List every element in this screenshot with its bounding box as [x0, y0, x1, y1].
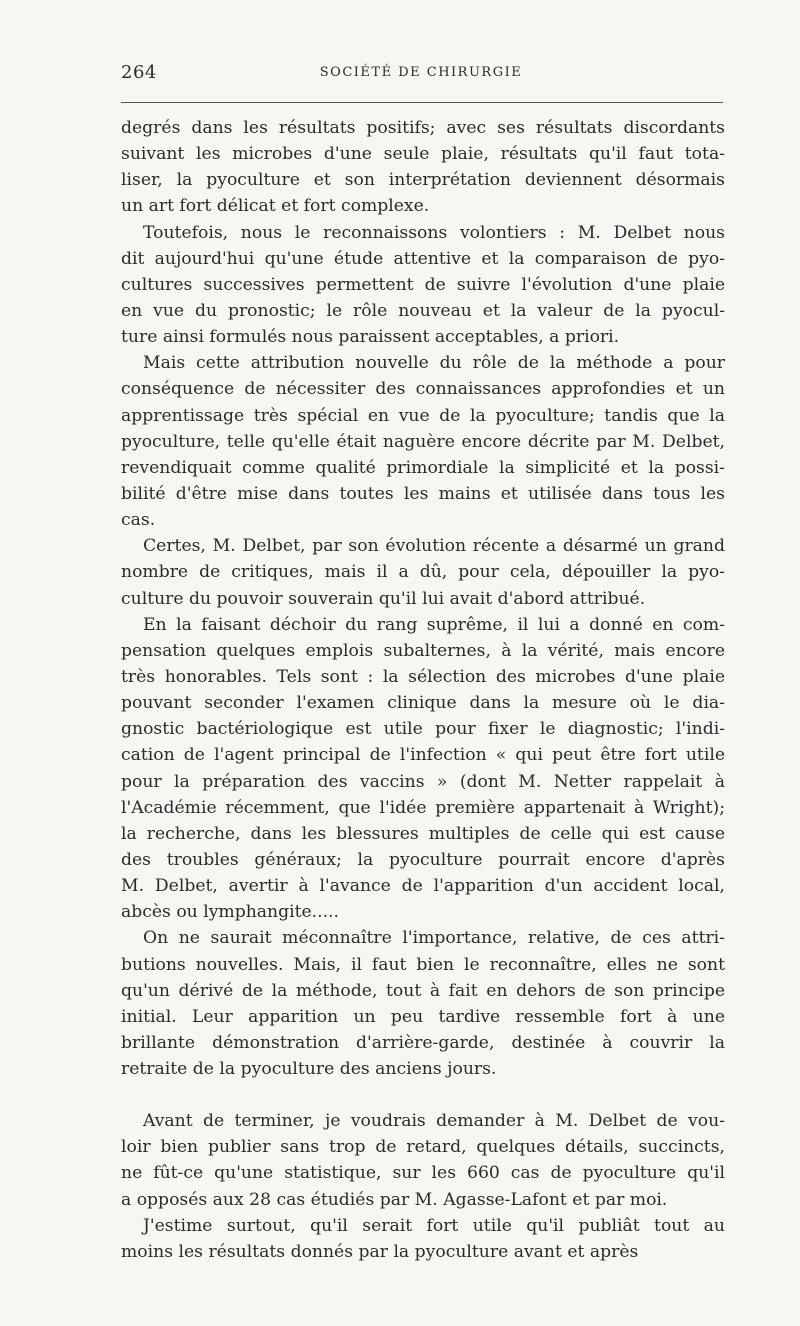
text-line: culture du pouvoir souverain qu'il lui avait d'abord attribué.	[121, 588, 646, 609]
text-line: M. Delbet, avertir à l'avance de l'apparition d'un accident local,	[121, 876, 725, 897]
text-line: bilité d'être mise dans toutes les mains et utilisée dans tous les	[121, 483, 725, 504]
text-line: On ne saurait méconnaître l'importance, relative, de ces attri-	[143, 928, 725, 949]
text-line: nombre de critiques, mais il a dû, pour cela, dépouiller la pyo-	[121, 562, 725, 583]
text-line: Toutefois, nous le reconnaissons volontiers : M. Delbet nous	[143, 222, 725, 243]
text-line: cation de l'agent principal de l'infection « qui peut être fort utile	[121, 745, 725, 766]
text-line: a opposés aux 28 cas étudiés par M. Agasse-Lafont et par moi.	[121, 1189, 668, 1210]
text-line: ture ainsi formulés nous paraissent acceptables, a priori.	[121, 327, 620, 348]
text-line: un art fort délicat et fort complexe.	[121, 196, 430, 217]
text-line: Mais cette attribution nouvelle du rôle de la méthode a pour	[143, 353, 725, 374]
running-head	[121, 62, 721, 86]
paragraph	[121, 115, 725, 220]
text-line: degrés dans les résultats positifs; avec ses résultats discordants	[121, 118, 725, 138]
text-line: Avant de terminer, je voudrais demander à M. Delbet de vou-	[143, 1111, 725, 1132]
text-line: pensation quelques emplois subalternes, à la vérité, mais encore	[121, 640, 725, 661]
text-line: pour la préparation des vaccins » (dont M. Netter rappelait à	[121, 771, 725, 792]
text-line: pyoculture, telle qu'elle était naguère encore décrite par M. Delbet,	[121, 431, 725, 452]
text-line: suivant les microbes d'une seule plaie, résultats qu'il faut tota-	[121, 144, 725, 165]
header-rule	[121, 102, 723, 103]
text-line: initial. Leur apparition un peu tardive ressemble fort à une	[121, 1006, 725, 1027]
text-line: pouvant seconder l'examen clinique dans la mesure où le dia-	[121, 693, 725, 714]
text-line: la recherche, dans les blessures multiples de celle qui est cause	[121, 823, 725, 844]
paragraph	[121, 1213, 725, 1265]
text-line: en vue du pronostic; le rôle nouveau et la valeur de la pyocul-	[121, 300, 725, 321]
text-line: l'Académie récemment, que l'idée première appartenait à Wright);	[121, 797, 725, 818]
text-line: très honorables. Tels sont : la sélection des microbes d'une plaie	[121, 666, 725, 687]
text-line: liser, la pyoculture et son interprétation deviennent désormais	[121, 170, 725, 191]
text-line: brillante démonstration d'arrière-garde, destinée à couvrir la	[121, 1032, 725, 1053]
paragraph	[121, 1108, 725, 1213]
paragraph	[121, 220, 725, 351]
paragraph	[121, 350, 725, 533]
text-line: ne fût-ce qu'une statistique, sur les 660 cas de pyoculture qu'il	[121, 1163, 725, 1184]
text-line: revendiquait comme qualité primordiale la simplicité et la possi-	[121, 457, 725, 478]
paragraph-gap	[121, 1082, 725, 1108]
text-line: des troubles généraux; la pyoculture pourrait encore d'après	[121, 849, 725, 870]
paragraph	[121, 612, 725, 926]
text-line: butions nouvelles. Mais, il faut bien le reconnaître, elles ne sont	[121, 954, 725, 975]
body-text	[121, 115, 725, 1265]
text-line: apprentissage très spécial en vue de la pyoculture; tandis que la	[121, 405, 725, 426]
page-number: 264	[121, 62, 157, 83]
text-line: cas.	[121, 510, 156, 531]
running-title: SOCIÉTÉ DE CHIRURGIE	[319, 65, 523, 80]
text-line: gnostic bactériologique est utile pour fixer le diagnostic; l'indi-	[121, 719, 725, 740]
paragraph	[121, 533, 725, 611]
text-line: dit aujourd'hui qu'une étude attentive et la comparaison de pyo-	[121, 248, 725, 269]
text-line: conséquence de nécessiter des connaissances approfondies et un	[121, 379, 725, 400]
text-line: qu'un dérivé de la méthode, tout à fait en dehors de son principe	[121, 980, 725, 1001]
paragraph	[121, 925, 725, 1082]
text-line: Certes, M. Delbet, par son évolution récente a désarmé un grand	[143, 536, 725, 557]
text-line: abcès ou lymphangite.....	[121, 902, 339, 923]
text-line: J'estime surtout, qu'il serait fort utile qu'il publiât tout au	[143, 1215, 725, 1236]
text-line: cultures successives permettent de suivre l'évolution d'une plaie	[121, 274, 725, 295]
text-line: retraite de la pyoculture des anciens jours.	[121, 1059, 497, 1080]
text-line: loir bien publier sans trop de retard, quelques détails, succincts,	[121, 1137, 725, 1158]
text-line: En la faisant déchoir du rang suprême, il lui a donné en com-	[143, 614, 725, 635]
text-line: moins les résultats donnés par la pyoculture avant et après	[121, 1241, 639, 1262]
